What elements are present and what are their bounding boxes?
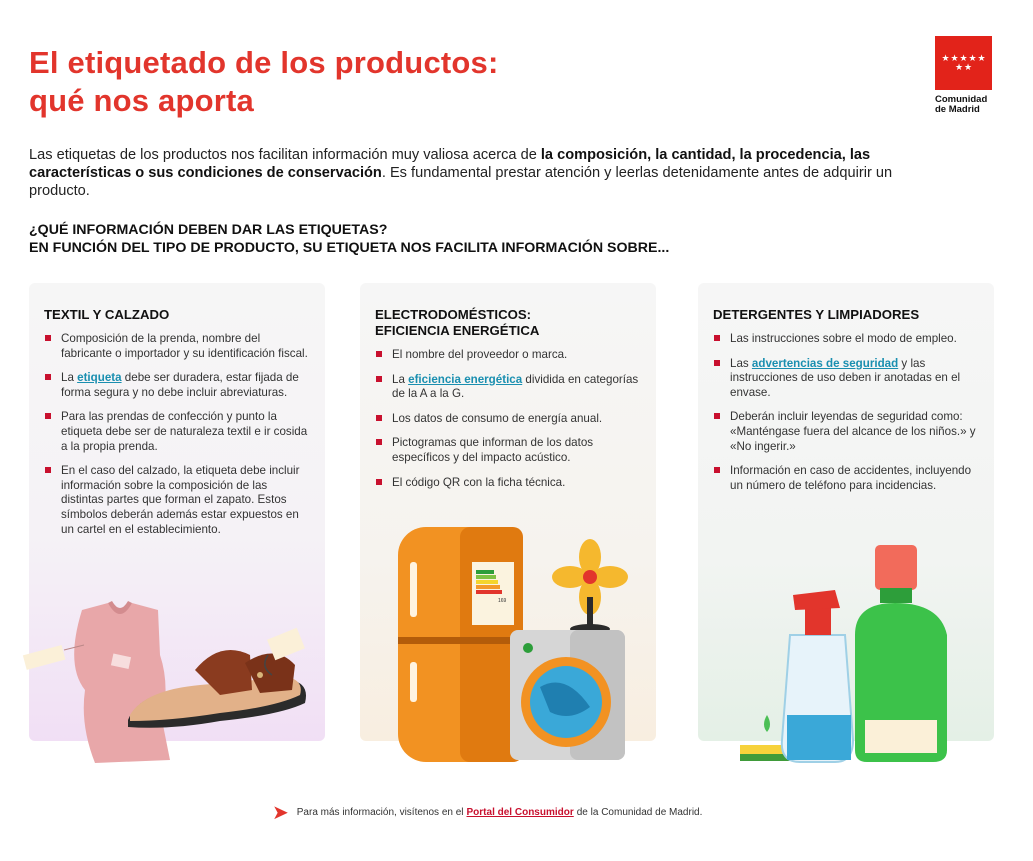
etiqueta-link[interactable]: etiqueta bbox=[77, 371, 122, 385]
washing-machine-icon bbox=[510, 630, 625, 760]
logo-text bbox=[935, 95, 995, 115]
clothing-sandal-illustration bbox=[20, 595, 330, 770]
list-item bbox=[713, 357, 981, 401]
madrid-flag-icon: ★ ★ ★ ★ ★ ★ ★ bbox=[935, 36, 992, 90]
card-list bbox=[375, 348, 643, 500]
list-item: El código QR con la ficha técnica. bbox=[375, 476, 643, 491]
cleaning-products-illustration bbox=[735, 540, 960, 765]
intro-text-2: . Es fundamental prestar atención y leerlas detenidamente antes de adquirir un producto. bbox=[29, 165, 893, 199]
item-text: La bbox=[392, 372, 409, 386]
heading-line-1: ¿QUÉ INFORMACIÓN DEBEN DAR LAS ETIQUETAS? bbox=[29, 222, 388, 238]
section-heading bbox=[29, 221, 669, 257]
list-item: Las instrucciones sobre el modo de empleo. bbox=[713, 332, 981, 347]
list-item: Composición de la prenda, nombre del fabricante o importador y su identificación fiscal. bbox=[44, 332, 312, 361]
item-text: dividida en categorías de la A a la G. bbox=[392, 372, 639, 401]
list-item: Para las prendas de confección y punto la etiqueta debe ser de naturaleza textil e ir cosida a la propia prenda. bbox=[44, 410, 312, 454]
detergent-bottle-icon bbox=[855, 545, 947, 762]
intro-paragraph bbox=[29, 146, 919, 200]
intro-text-1: Las etiquetas de los productos nos facilitan información muy valiosa acerca de bbox=[29, 147, 541, 163]
list-item bbox=[375, 373, 643, 402]
item-text: Las bbox=[730, 356, 752, 370]
card-list bbox=[44, 332, 312, 547]
title-line-2: qué nos aporta bbox=[29, 83, 254, 118]
card-title-line-2: EFICIENCIA ENERGÉTICA bbox=[375, 323, 540, 338]
comunidad-madrid-logo bbox=[935, 36, 995, 115]
item-text: y las instrucciones de uso deben ir anotadas en el envase. bbox=[730, 356, 961, 399]
card-title: TEXTIL Y CALZADO bbox=[44, 307, 170, 322]
footer-text-post: de la Comunidad de Madrid. bbox=[576, 807, 703, 818]
spray-bottle-icon bbox=[782, 590, 853, 762]
footer bbox=[272, 802, 703, 824]
tank-top-icon bbox=[74, 601, 170, 763]
list-item: El nombre del proveedor o marca. bbox=[375, 348, 643, 363]
fan-icon bbox=[552, 539, 628, 634]
advertencias-seguridad-link[interactable]: advertencias de seguridad bbox=[751, 356, 899, 370]
list-item: Información en caso de accidentes, incluyendo un número de teléfono para incidencias. bbox=[713, 464, 981, 493]
intro-bold: la composición, la cantidad, la procedencia, las características o sus condiciones de conservación bbox=[29, 147, 871, 181]
list-item: Pictogramas que informan de los datos específicos y del impacto acústico. bbox=[375, 436, 643, 465]
arrow-icon: ➤ bbox=[272, 802, 289, 824]
eficiencia-energetica-link[interactable]: eficiencia energética bbox=[408, 372, 523, 386]
portal-consumidor-link[interactable]: Portal del Consumidor bbox=[466, 807, 574, 818]
heading-line-2: EN FUNCIÓN DEL TIPO DE PRODUCTO, SU ETIQUETA NOS FACILITA INFORMACIÓN SOBRE... bbox=[29, 240, 670, 256]
card-list bbox=[713, 332, 981, 503]
card-title: DETERGENTES Y LIMPIADORES bbox=[713, 307, 920, 322]
list-item: Los datos de consumo de energía anual. bbox=[375, 412, 643, 427]
list-item: Deberán incluir leyendas de seguridad como: «Manténgase fuera del alcance de los niños.» y «No ingerir.» bbox=[713, 410, 981, 454]
energy-label-icon bbox=[472, 562, 514, 625]
logo-line-1: Comunidad bbox=[935, 94, 988, 105]
logo-line-2: de Madrid bbox=[935, 104, 980, 115]
energy-label-value: 169 bbox=[498, 598, 507, 604]
item-text: La bbox=[61, 371, 78, 385]
appliances-illustration bbox=[390, 522, 640, 767]
page-title bbox=[29, 44, 499, 120]
item-text: debe ser duradera, estar fijada de forma segura y no debe incluir abreviaturas. bbox=[61, 371, 299, 399]
footer-text-pre: Para más información, visítenos en el bbox=[296, 807, 464, 818]
list-item: En el caso del calzado, la etiqueta debe incluir información sobre la composición de las distintas partes que forman el zapato. Estos símbolos deberán además estar expuestos en un cartel en el establecimiento. bbox=[44, 464, 312, 537]
card-title-line-1: ELECTRODOMÉSTICOS: bbox=[375, 307, 532, 322]
title-line-1: El etiquetado de los productos: bbox=[29, 45, 499, 80]
card-title bbox=[375, 307, 539, 339]
list-item bbox=[44, 371, 312, 400]
